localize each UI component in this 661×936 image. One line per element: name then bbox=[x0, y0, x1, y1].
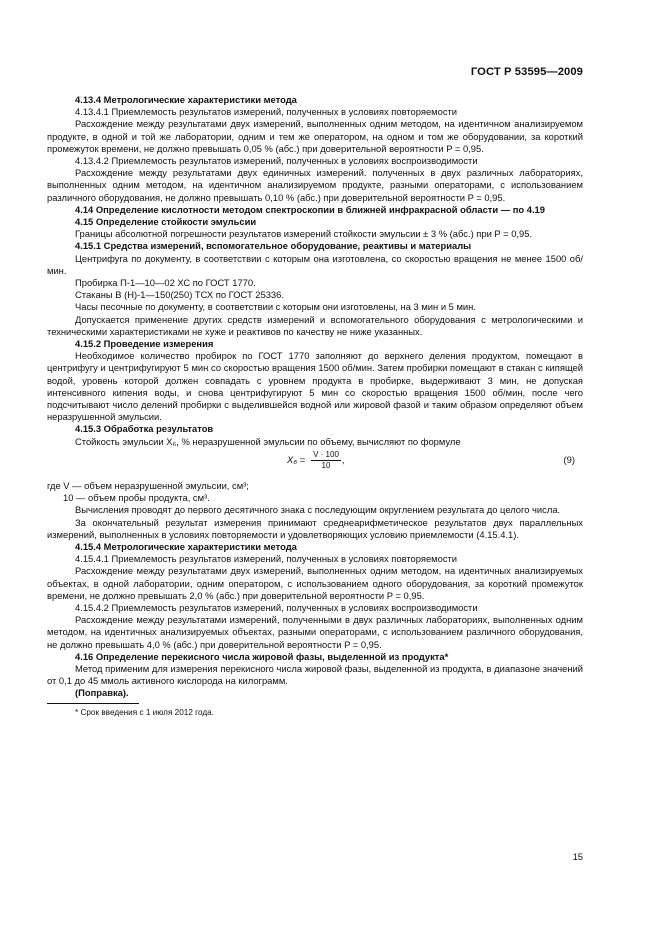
paragraph: Пробирка П-1—10—02 ХС по ГОСТ 1770. bbox=[75, 277, 256, 289]
subsection-heading: 4.15.4.2 Приемлемость результатов измерений, полученных в условиях воспроизводимости bbox=[75, 601, 478, 613]
document-body bbox=[47, 94, 583, 718]
section-heading: 4.15.1 Средства измерений, вспомогательное оборудование, реактивы и материалы bbox=[75, 240, 472, 252]
variable-definition: где V — объем неразрушенной эмульсии, см³; bbox=[47, 479, 249, 491]
subsection-heading: 4.13.4.2 Приемлемость результатов измерений, полученных в условиях воспроизводимости bbox=[75, 155, 478, 167]
section-heading: 4.15 Определение стойкости эмульсии bbox=[75, 216, 257, 228]
equation-number: (9) bbox=[563, 453, 575, 465]
paragraph: Центрифуга по документу, в соответствии с которым она изготовлена, со скоростью вращения не менее 1500 об/мин. bbox=[47, 252, 583, 276]
standard-header: ГОСТ Р 53595—2009 bbox=[470, 66, 583, 78]
paragraph: Расхождение между результатами измерений, полученными в двух различных лабораториях, выполненных одним методом, на идентичных анализируемых объектах, разными операторами, с использованием различного оборудования, не должно превышать 4,0 % (абс.) при доверительной вероятности P = 0,95. bbox=[47, 614, 583, 650]
paragraph: Допускается применение других средств измерений и вспомогательного оборудования с метрологическими и техническими характеристиками не хуже и реактивов по качеству не ниже указанных. bbox=[47, 313, 583, 337]
section-heading: 4.15.2 Проведение измерения bbox=[75, 338, 214, 350]
amendment-note: (Поправка). bbox=[75, 687, 129, 699]
section-heading: 4.15.4 Метрологические характеристики метода bbox=[75, 540, 297, 552]
paragraph: Границы абсолютной погрешности результатов измерений стойкости эмульсии ± 3 % (абс.) при P = 0,95. bbox=[75, 228, 533, 240]
paragraph: Расхождение между результатами двух единичных измерений. полученных в двух различных лабораториях, выполненных одним методом, на идентичном анализируемом продукте, разными операторами, с использованием различного оборудования, не должно превышать 0,10 % (абс.) при доверительной вероятности P = 0,95. bbox=[47, 167, 583, 203]
subsection-heading: 4.13.4.1 Приемлемость результатов измерений, полученных в условиях повторяемости bbox=[75, 106, 458, 118]
footnote-divider bbox=[47, 703, 139, 704]
formula-denominator: 10 bbox=[321, 460, 331, 470]
section-heading: 4.14 Определение кислотности методом спектроскопии в ближней инфракрасной области — по 4.19 bbox=[75, 203, 545, 215]
formula-lhs: X₆ = bbox=[287, 454, 306, 466]
section-heading: 4.16 Определение перекисного числа жировой фазы, выделенной из продукта* bbox=[75, 650, 449, 662]
paragraph: Необходимое количество пробирок по ГОСТ 1770 заполняют до верхнего деления продуктом, помещают в центрифугу и центрифугируют 5 мин со скоростью вращения 1500 об/мин. Затем пробирки помещают в стакан с кипящей водой, уровень которой должен совпадать с уровнем продукта в пробирке, выдерживают 3 мин, не допуская интенсивного кипения воды, и снова центрифугируют 5 мин со скоростью вращения 1500 об/мин, после чего подсчитывают число делений пробирки с выделившейся водной или жировой фазой и таким образом определяют объем неразрушенной эмульсии. bbox=[47, 350, 583, 423]
subsection-heading: 4.15.4.1 Приемлемость результатов измерений, полученных в условиях повторяемости bbox=[75, 553, 458, 565]
section-heading: 4.15.3 Обработка результатов bbox=[75, 423, 214, 435]
formula bbox=[287, 450, 345, 471]
paragraph: За окончательный результат измерения принимают среднеарифметическое результатов двух параллельных измерений, выполненных в условиях повторяемости и удовлетворяющих условию приемлемости (4.15.4.1). bbox=[47, 516, 583, 540]
footnote: * Срок введения с 1 июля 2012 года. bbox=[75, 707, 214, 717]
formula-numerator: V · 100 bbox=[313, 449, 339, 459]
paragraph: Расхождение между результатами двух измерений, выполненных одним методом, на идентичных анализируемых объектах, в одной лаборатории, одним оператором, с использованием одного оборудования, за короткий промежуток времени, не должно превышать 2,0 % (абс.) при доверительной вероятности P = 0,95. bbox=[47, 565, 583, 601]
paragraph: Вычисления проводят до первого десятичного знака с последующим округлением результата до целого числа. bbox=[75, 504, 561, 516]
paragraph: Расхождение между результатами двух измерений, выполненных одним методом, на идентичном анализируемом продукте, в одной и той же лаборатории, одним и тем же оператором, на одном и том же оборудовании, за короткий промежуток времени, не должно превышать 0,05 % (абс.) при доверительной вероятности P = 0,95. bbox=[47, 118, 583, 154]
paragraph: Метод применим для измерения перекисного числа жировой фазы, выделенной из продукта, в диапазоне значений от 0,1 до 45 ммоль активного кислорода на килограмм. bbox=[47, 662, 583, 687]
section-heading: 4.13.4 Метрологические характеристики метода bbox=[75, 94, 297, 105]
paragraph: Стойкость эмульсии X₆, % неразрушенной эмульсии по объему, вычисляют по формуле bbox=[75, 435, 461, 447]
paragraph: Стаканы В (Н)-1—150(250) ТСХ по ГОСТ 25336. bbox=[75, 289, 284, 301]
paragraph: Часы песочные по документу, в соответствии с которым они изготовлены, на 3 мин и 5 мин. bbox=[75, 301, 476, 313]
formula-fraction bbox=[311, 450, 341, 471]
formula-trail: , bbox=[341, 454, 345, 466]
variable-definition: 10 — объем пробы продукта, см³. bbox=[63, 492, 210, 504]
page-number: 15 bbox=[572, 851, 583, 862]
formula-block bbox=[47, 450, 583, 476]
